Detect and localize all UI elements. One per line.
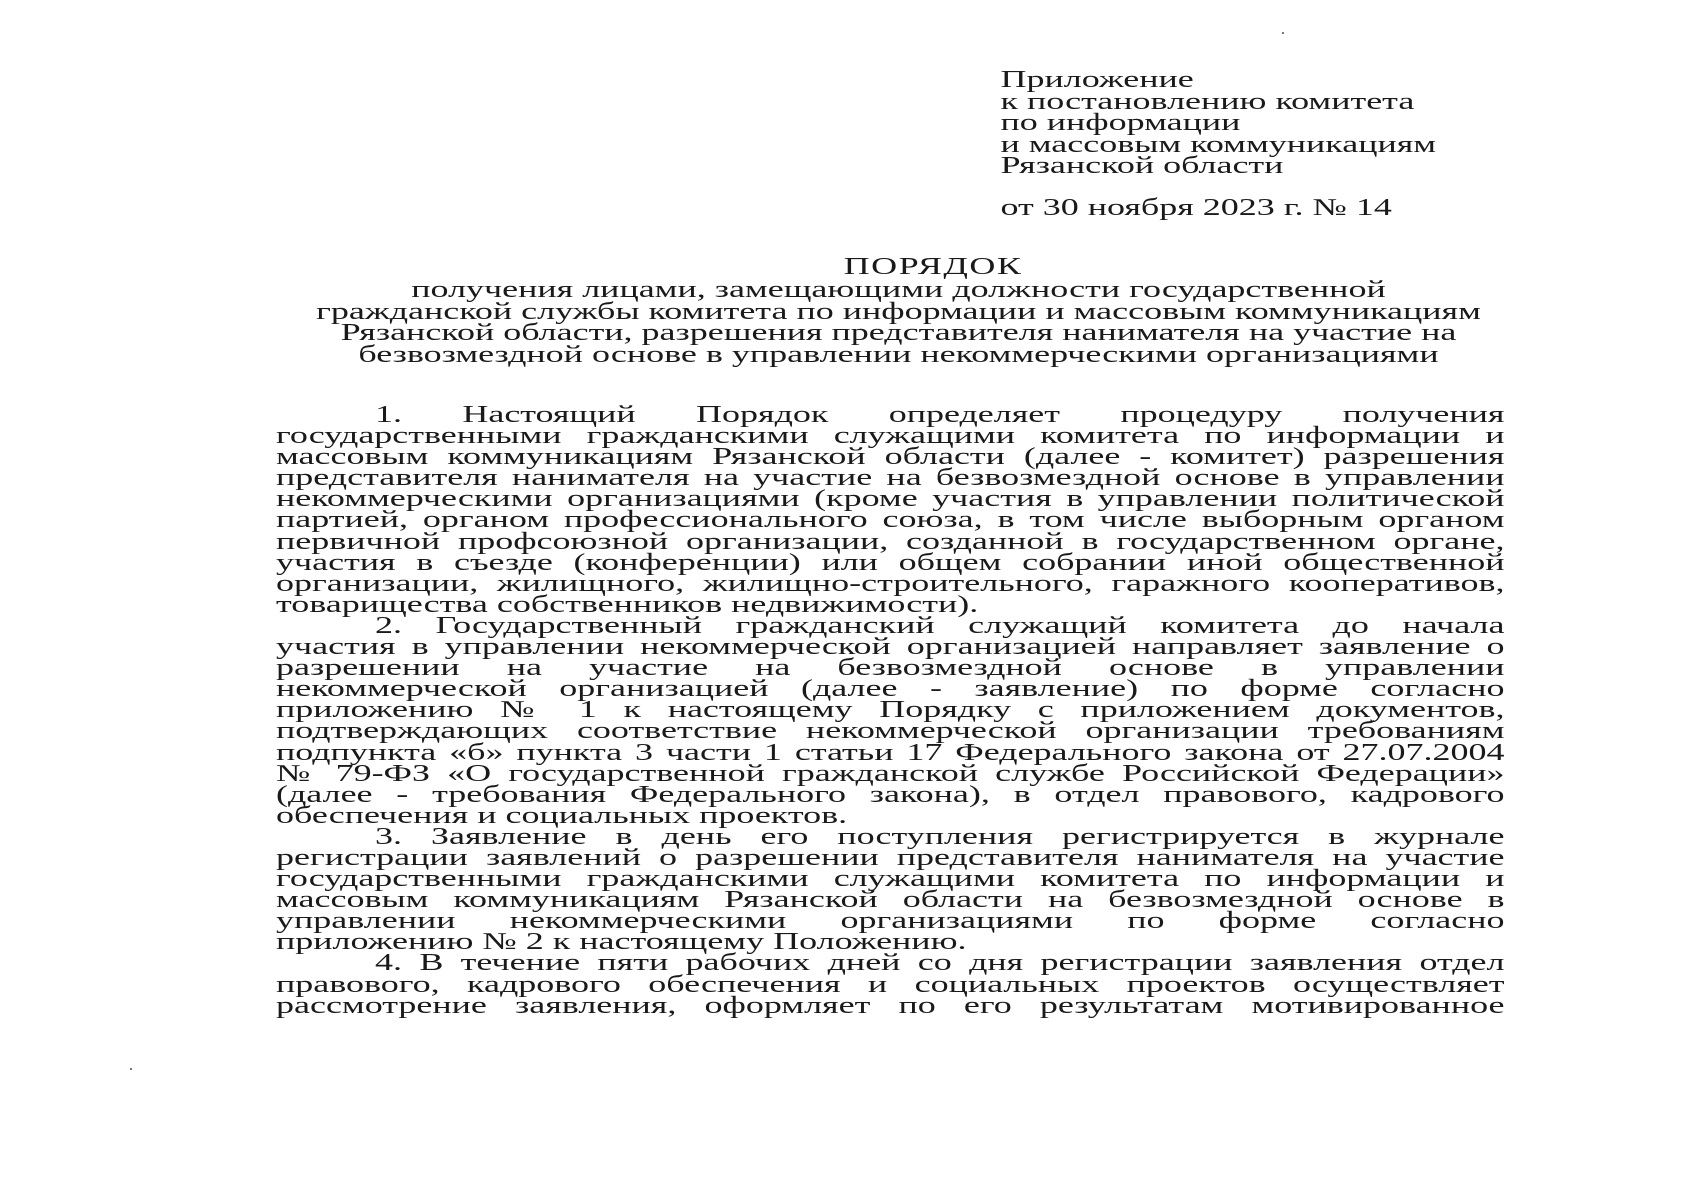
paragraph-3 bbox=[276, 823, 1505, 956]
paragraph-line: товарищества собственников недвижимости). bbox=[276, 591, 979, 618]
header-line: к постановлению комитета bbox=[1000, 88, 1415, 115]
paragraph-4 bbox=[276, 950, 1505, 1019]
paragraph-line: правового, кадрового обеспечения и социальных проектов осуществляет bbox=[276, 971, 1505, 998]
paragraph-line: некоммерческими организациями (кроме участия в управлении политической bbox=[276, 486, 1505, 513]
paragraph-line: приложению № 2 к настоящему Положению. bbox=[276, 929, 967, 956]
paragraph-line: обеспечения и социальных проектов. bbox=[276, 802, 848, 829]
paragraph-2 bbox=[276, 612, 1505, 829]
paragraph-line: массовым коммуникациям Рязанской области на безвозмездной основе в bbox=[276, 887, 1505, 914]
paragraph-line: регистрации заявлений о разрешении представителя нанимателя на участие bbox=[276, 844, 1505, 871]
resolution-date: от 30 ноября 2023 г. № 14 bbox=[1000, 195, 1392, 221]
paragraph-line: управлении некоммерческими организациями по форме согласно bbox=[276, 908, 1505, 935]
paragraph-line: организации, жилищного, жилищно-строительного, гаражного кооперативов, bbox=[276, 570, 1505, 597]
paragraph-line: приложению № 1 к настоящему Порядку с приложением документов, bbox=[276, 697, 1505, 724]
appendix-header bbox=[1000, 67, 1437, 179]
header-line: Приложение bbox=[1000, 67, 1194, 93]
paragraph-line: (далее - требования Федерального закона), в отдел правового, кадрового bbox=[276, 781, 1505, 808]
paragraph-line: массовым коммуникациям Рязанской области (далее - комитет) разрешения bbox=[276, 444, 1505, 471]
subtitle-line: безвозмездной основе в управлении некоммерческими организациями bbox=[358, 341, 1439, 368]
paragraph-line: государственными гражданскими служащими комитета по информации и bbox=[276, 866, 1505, 893]
paragraph-line: 4. В течение пяти рабочих дней со дня регистрации заявления отдел bbox=[375, 950, 1505, 977]
paragraph-line: государственными гражданскими служащими комитета по информации и bbox=[276, 423, 1505, 450]
document-body bbox=[276, 402, 1505, 1019]
paragraph-line: первичной профсоюзной организации, созданной в государственном органе, bbox=[276, 528, 1505, 555]
subtitle-line: Рязанской области, разрешения представителя нанимателя на участие на bbox=[340, 320, 1457, 346]
document-title: ПОРЯДОК bbox=[843, 254, 1023, 280]
paragraph-line: № 79-ФЗ «О государственной гражданской службе Российской Федерации» bbox=[276, 760, 1505, 787]
subtitle-line: гражданской службы комитета по информации и массовым коммуникациям bbox=[316, 298, 1481, 325]
paragraph-line: представителя нанимателя на участие на безвозмездной основе в управлении bbox=[276, 465, 1505, 492]
paragraph-line: разрешении на участие на безвозмездной основе в управлении bbox=[276, 655, 1505, 682]
scan-speck bbox=[130, 1068, 132, 1070]
paragraph-line: 2. Государственный гражданский служащий комитета до начала bbox=[375, 612, 1505, 639]
document-subtitle bbox=[0, 277, 1697, 368]
header-line: Рязанской области bbox=[1000, 153, 1284, 179]
header-line: и массовым коммуникациям bbox=[1000, 131, 1437, 158]
subtitle-line: получения лицами, замещающими должности государственной bbox=[411, 277, 1386, 303]
paragraph-line: подпункта «б» пункта 3 части 1 статьи 17 Федерального закона от 27.07.2004 bbox=[276, 739, 1505, 766]
scan-speck bbox=[1282, 32, 1284, 34]
paragraph-line: рассмотрение заявления, оформляет по его результатам мотивированное bbox=[276, 992, 1505, 1019]
paragraph-line: партией, органом профессионального союза, в том числе выборным органом bbox=[276, 507, 1505, 534]
paragraph-line: некоммерческой организацией (далее - заявление) по форме согласно bbox=[276, 676, 1505, 703]
paragraph-1 bbox=[276, 402, 1505, 618]
paragraph-line: участия в управлении некоммерческой организацией направляет заявление о bbox=[276, 634, 1505, 661]
paragraph-line: 3. Заявление в день его поступления регистрируется в журнале bbox=[375, 823, 1505, 850]
header-line: по информации bbox=[1000, 110, 1241, 136]
paragraph-line: подтверждающих соответствие некоммерческой организации требованиям bbox=[276, 718, 1505, 745]
paragraph-line: 1. Настоящий Порядок определяет процедуру получения bbox=[375, 402, 1505, 428]
paragraph-line: участия в съезде (конференции) или общем собрании иной общественной bbox=[276, 549, 1505, 576]
